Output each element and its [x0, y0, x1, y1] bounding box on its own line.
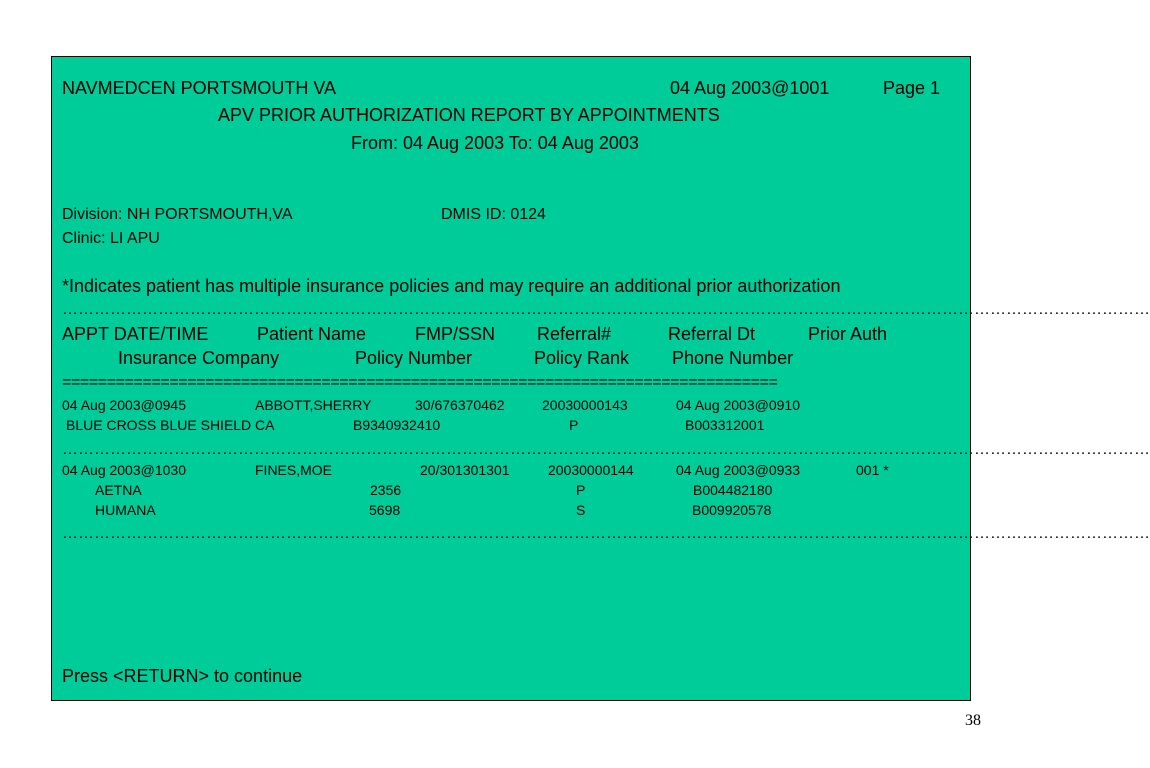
- policy-rank: S: [576, 502, 586, 518]
- policy-phone-number: B003312001: [685, 417, 765, 433]
- multiple-insurance-note: *Indicates patient has multiple insurance policies and may require an additional prior authorization: [62, 276, 841, 296]
- col-referral-date: Referral Dt: [668, 324, 756, 344]
- col-patient-name: Patient Name: [257, 324, 367, 344]
- policy-insurance-company: BLUE CROSS BLUE SHIELD CA: [66, 417, 275, 433]
- col-prior-auth: Prior Auth: [808, 324, 888, 344]
- clinic-label: Clinic: LI APU: [62, 230, 160, 247]
- record-patient-name: FINES,MOE: [255, 462, 333, 478]
- dmis-id: DMIS ID: 0124: [441, 206, 546, 223]
- page-indicator: Page 1: [883, 78, 941, 98]
- col-appt-datetime: APPT DATE/TIME: [62, 324, 209, 344]
- record-fmp-ssn: 20/301301301: [420, 462, 510, 478]
- col-phone-number: Phone Number: [672, 348, 794, 368]
- record-referral-number: 20030000144: [548, 462, 634, 478]
- policy-insurance-company: AETNA: [95, 482, 142, 498]
- record-patient-name: ABBOTT,SHERRY: [255, 397, 372, 413]
- col-policy-number: Policy Number: [355, 348, 473, 368]
- facility-name: NAVMEDCEN PORTSMOUTH VA: [62, 78, 337, 98]
- col-insurance-company: Insurance Company: [118, 348, 280, 368]
- record-referral-date: 04 Aug 2003@0910: [676, 397, 800, 413]
- policy-rank: P: [576, 482, 586, 498]
- col-fmp-ssn: FMP/SSN: [415, 324, 496, 344]
- terminal-screen: [51, 56, 1150, 701]
- policy-number: 2356: [370, 482, 402, 498]
- policy-phone-number: B009920578: [692, 502, 772, 518]
- policy-insurance-company: HUMANA: [95, 502, 156, 518]
- policy-number: 5698: [369, 502, 401, 518]
- record-prior-auth: 001 *: [856, 462, 889, 478]
- equals-separator: ================================================================================: [62, 374, 778, 391]
- dotted-separator: ……………………………………………………………………………………………………………………………………………………………………………………: [62, 525, 1150, 542]
- record-appt-datetime: 04 Aug 2003@0945: [62, 397, 186, 413]
- record-appt-datetime: 04 Aug 2003@1030: [62, 462, 186, 478]
- col-policy-rank: Policy Rank: [534, 348, 630, 368]
- date-range: From: 04 Aug 2003 To: 04 Aug 2003: [351, 133, 639, 153]
- continue-prompt[interactable]: Press <RETURN> to continue: [62, 666, 303, 686]
- record-referral-number: 20030000143: [542, 397, 628, 413]
- report-datetime: 04 Aug 2003@1001: [670, 78, 830, 98]
- policy-rank: P: [569, 417, 579, 433]
- col-referral-number: Referral#: [537, 324, 612, 344]
- report-title: APV PRIOR AUTHORIZATION REPORT BY APPOINTMENTS: [218, 105, 720, 125]
- dotted-separator: ……………………………………………………………………………………………………………………………………………………………………………………: [62, 441, 1150, 458]
- division-label: Division: NH PORTSMOUTH,VA: [62, 206, 293, 223]
- record-referral-date: 04 Aug 2003@0933: [676, 462, 800, 478]
- dotted-separator: ……………………………………………………………………………………………………………………………………………………………………………………: [62, 301, 1150, 318]
- policy-phone-number: B004482180: [693, 482, 773, 498]
- slide-number: 38: [965, 712, 981, 729]
- policy-number: B9340932410: [353, 417, 441, 433]
- record-fmp-ssn: 30/676370462: [415, 397, 505, 413]
